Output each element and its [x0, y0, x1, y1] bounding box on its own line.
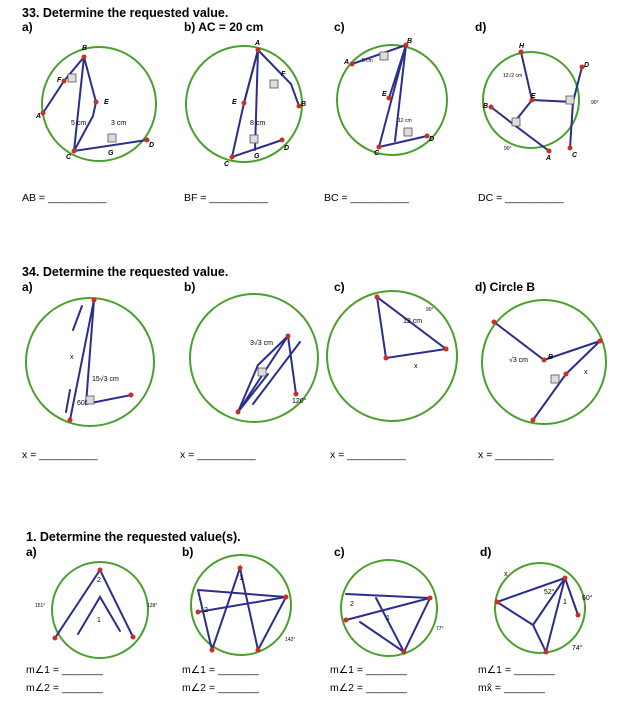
q33-part-a: a) — [22, 20, 33, 34]
q33a-measure-1: 5 cm — [71, 120, 87, 127]
q34-answer-b: x = __________ — [180, 449, 256, 461]
q1-answer-d1: m∠1 = _______ — [478, 664, 555, 676]
q34d-lines — [494, 322, 600, 360]
q33d-label-B: B — [483, 103, 489, 110]
q33b-label-G: G — [254, 153, 260, 160]
q33b-label-D: D — [284, 145, 290, 152]
q34b-measure-1: 3√3 cm — [250, 340, 273, 347]
q1d-measure-3: 74° — [572, 645, 583, 652]
q1a-measure-1: 151° — [35, 603, 46, 609]
q33d-label-E: E — [531, 93, 536, 100]
q34d-label-x: x — [584, 369, 588, 376]
q34d-measure-1: √3 cm — [509, 357, 529, 364]
q1b-label-1: 1 — [239, 575, 243, 582]
q33-answer-d: DC = __________ — [478, 192, 564, 204]
q34a-measure-2: 60° — [77, 400, 88, 407]
q1-answer-c2: m∠2 = _______ — [330, 682, 407, 694]
q33a-label-E: E — [104, 99, 109, 106]
q34-answer-a: x = __________ — [22, 449, 98, 461]
q33d-measure-1: 12√2 cm — [503, 73, 523, 79]
q33c-measure-1: 5 cm — [362, 58, 373, 64]
q34c-circle — [327, 291, 457, 421]
q1d-lines — [497, 578, 565, 652]
q1c-label-2: 2 — [350, 601, 354, 608]
q1-answer-b1: m∠1 = _______ — [182, 664, 259, 676]
q1-heading: 1. Determine the requested value(s). — [26, 530, 241, 544]
q34a-measure-1: 15√3 cm — [92, 376, 119, 383]
q34-part-b: b) — [184, 280, 196, 294]
q1a-label-2: 2 — [97, 577, 101, 584]
q33-part-c: c) — [334, 20, 345, 34]
q33-answer-a: AB = __________ — [22, 192, 107, 204]
q33d-label-C: C — [572, 152, 578, 159]
q34-answer-d: x = __________ — [478, 449, 554, 461]
q1-answer-d2: mx̂ = _______ — [478, 682, 545, 694]
q33c-label-C: C — [374, 150, 380, 157]
q1-part-c: c) — [334, 545, 345, 559]
q33b-label-F: F — [281, 71, 286, 78]
q34-heading: 34. Determine the requested value. — [22, 265, 229, 279]
q1a-measure-2: 128° — [147, 603, 158, 609]
q33c-label-D: D — [429, 136, 435, 143]
q1d-label-x: x — [504, 571, 508, 578]
q1-answer-a1: m∠1 = _______ — [26, 664, 103, 676]
q1a-label-1: 1 — [97, 617, 101, 624]
q34c-measure-2: 90° — [426, 307, 434, 313]
q33d-measure-3: 90° — [504, 146, 512, 152]
q1d-measure-1: 52° — [544, 589, 555, 596]
q1a-lines — [55, 570, 133, 638]
q33c-measure-2: 12 cm — [398, 118, 412, 124]
q33a-circle — [42, 47, 156, 161]
q34-part-a: a) — [22, 280, 33, 294]
q1-answer-a2: m∠2 = _______ — [26, 682, 103, 694]
q34d-label-B: B — [548, 354, 554, 361]
q34-part-d: d) Circle B — [475, 280, 536, 294]
q33d-label-H: H — [519, 43, 525, 50]
q33-answer-c: BC = __________ — [324, 192, 409, 204]
q33a-label-B: B — [82, 45, 88, 52]
q34c-label-x: x — [414, 363, 418, 370]
q1d-label-1: 1 — [563, 599, 567, 606]
q1-part-b: b) — [182, 545, 194, 559]
q33b-label-A: A — [255, 40, 261, 47]
q33-part-b: b) AC = 20 cm — [184, 20, 264, 34]
q1c-label-1: 1 — [386, 615, 390, 622]
q34b-measure-2: 120° — [292, 398, 307, 405]
q1-answer-c1: m∠1 = _______ — [330, 664, 407, 676]
q1-answer-b2: m∠2 = _______ — [182, 682, 259, 694]
q33b-label-B: B — [301, 101, 307, 108]
q33a-measure-2: 3 cm — [111, 120, 127, 127]
q33-heading: 33. Determine the requested value. — [22, 6, 229, 20]
point-markers — [41, 43, 603, 655]
q33-part-d: d) — [475, 20, 487, 34]
q33a-label-C: C — [66, 154, 72, 161]
q33c-label-A: A — [344, 59, 350, 66]
q1b-label-2: 2 — [204, 607, 208, 614]
q33b-label-E: E — [232, 99, 237, 106]
q1b-measure-1: 142° — [285, 637, 296, 643]
q34-part-c: c) — [334, 280, 345, 294]
q33d-label-A: A — [546, 155, 552, 162]
q34c-measure-1: 12 cm — [403, 318, 423, 325]
q34c-lines — [377, 297, 446, 358]
q33d-measure-2: 90° — [591, 100, 599, 106]
q33b-measure-1: 8 cm — [250, 120, 266, 127]
q1-part-d: d) — [480, 545, 492, 559]
q33b-label-C: C — [224, 161, 230, 168]
q34-answer-c: x = __________ — [330, 449, 406, 461]
q1-part-a: a) — [26, 545, 37, 559]
q33a-label-D: D — [149, 142, 155, 149]
q33a-label-F: F — [57, 77, 62, 84]
q33-answer-b: BF = __________ — [184, 192, 268, 204]
q33a-label-A: A — [36, 113, 42, 120]
q1c-measure-1: 77° — [436, 626, 444, 632]
q33c-label-E: E — [382, 91, 387, 98]
right-angle-marks — [68, 52, 574, 404]
q34a-label-x: x — [70, 354, 74, 361]
q33d-label-D: D — [584, 62, 590, 69]
q1d-measure-2: 60° — [582, 595, 593, 602]
q33a-label-G: G — [108, 150, 114, 157]
q33c-label-B: B — [407, 38, 413, 45]
